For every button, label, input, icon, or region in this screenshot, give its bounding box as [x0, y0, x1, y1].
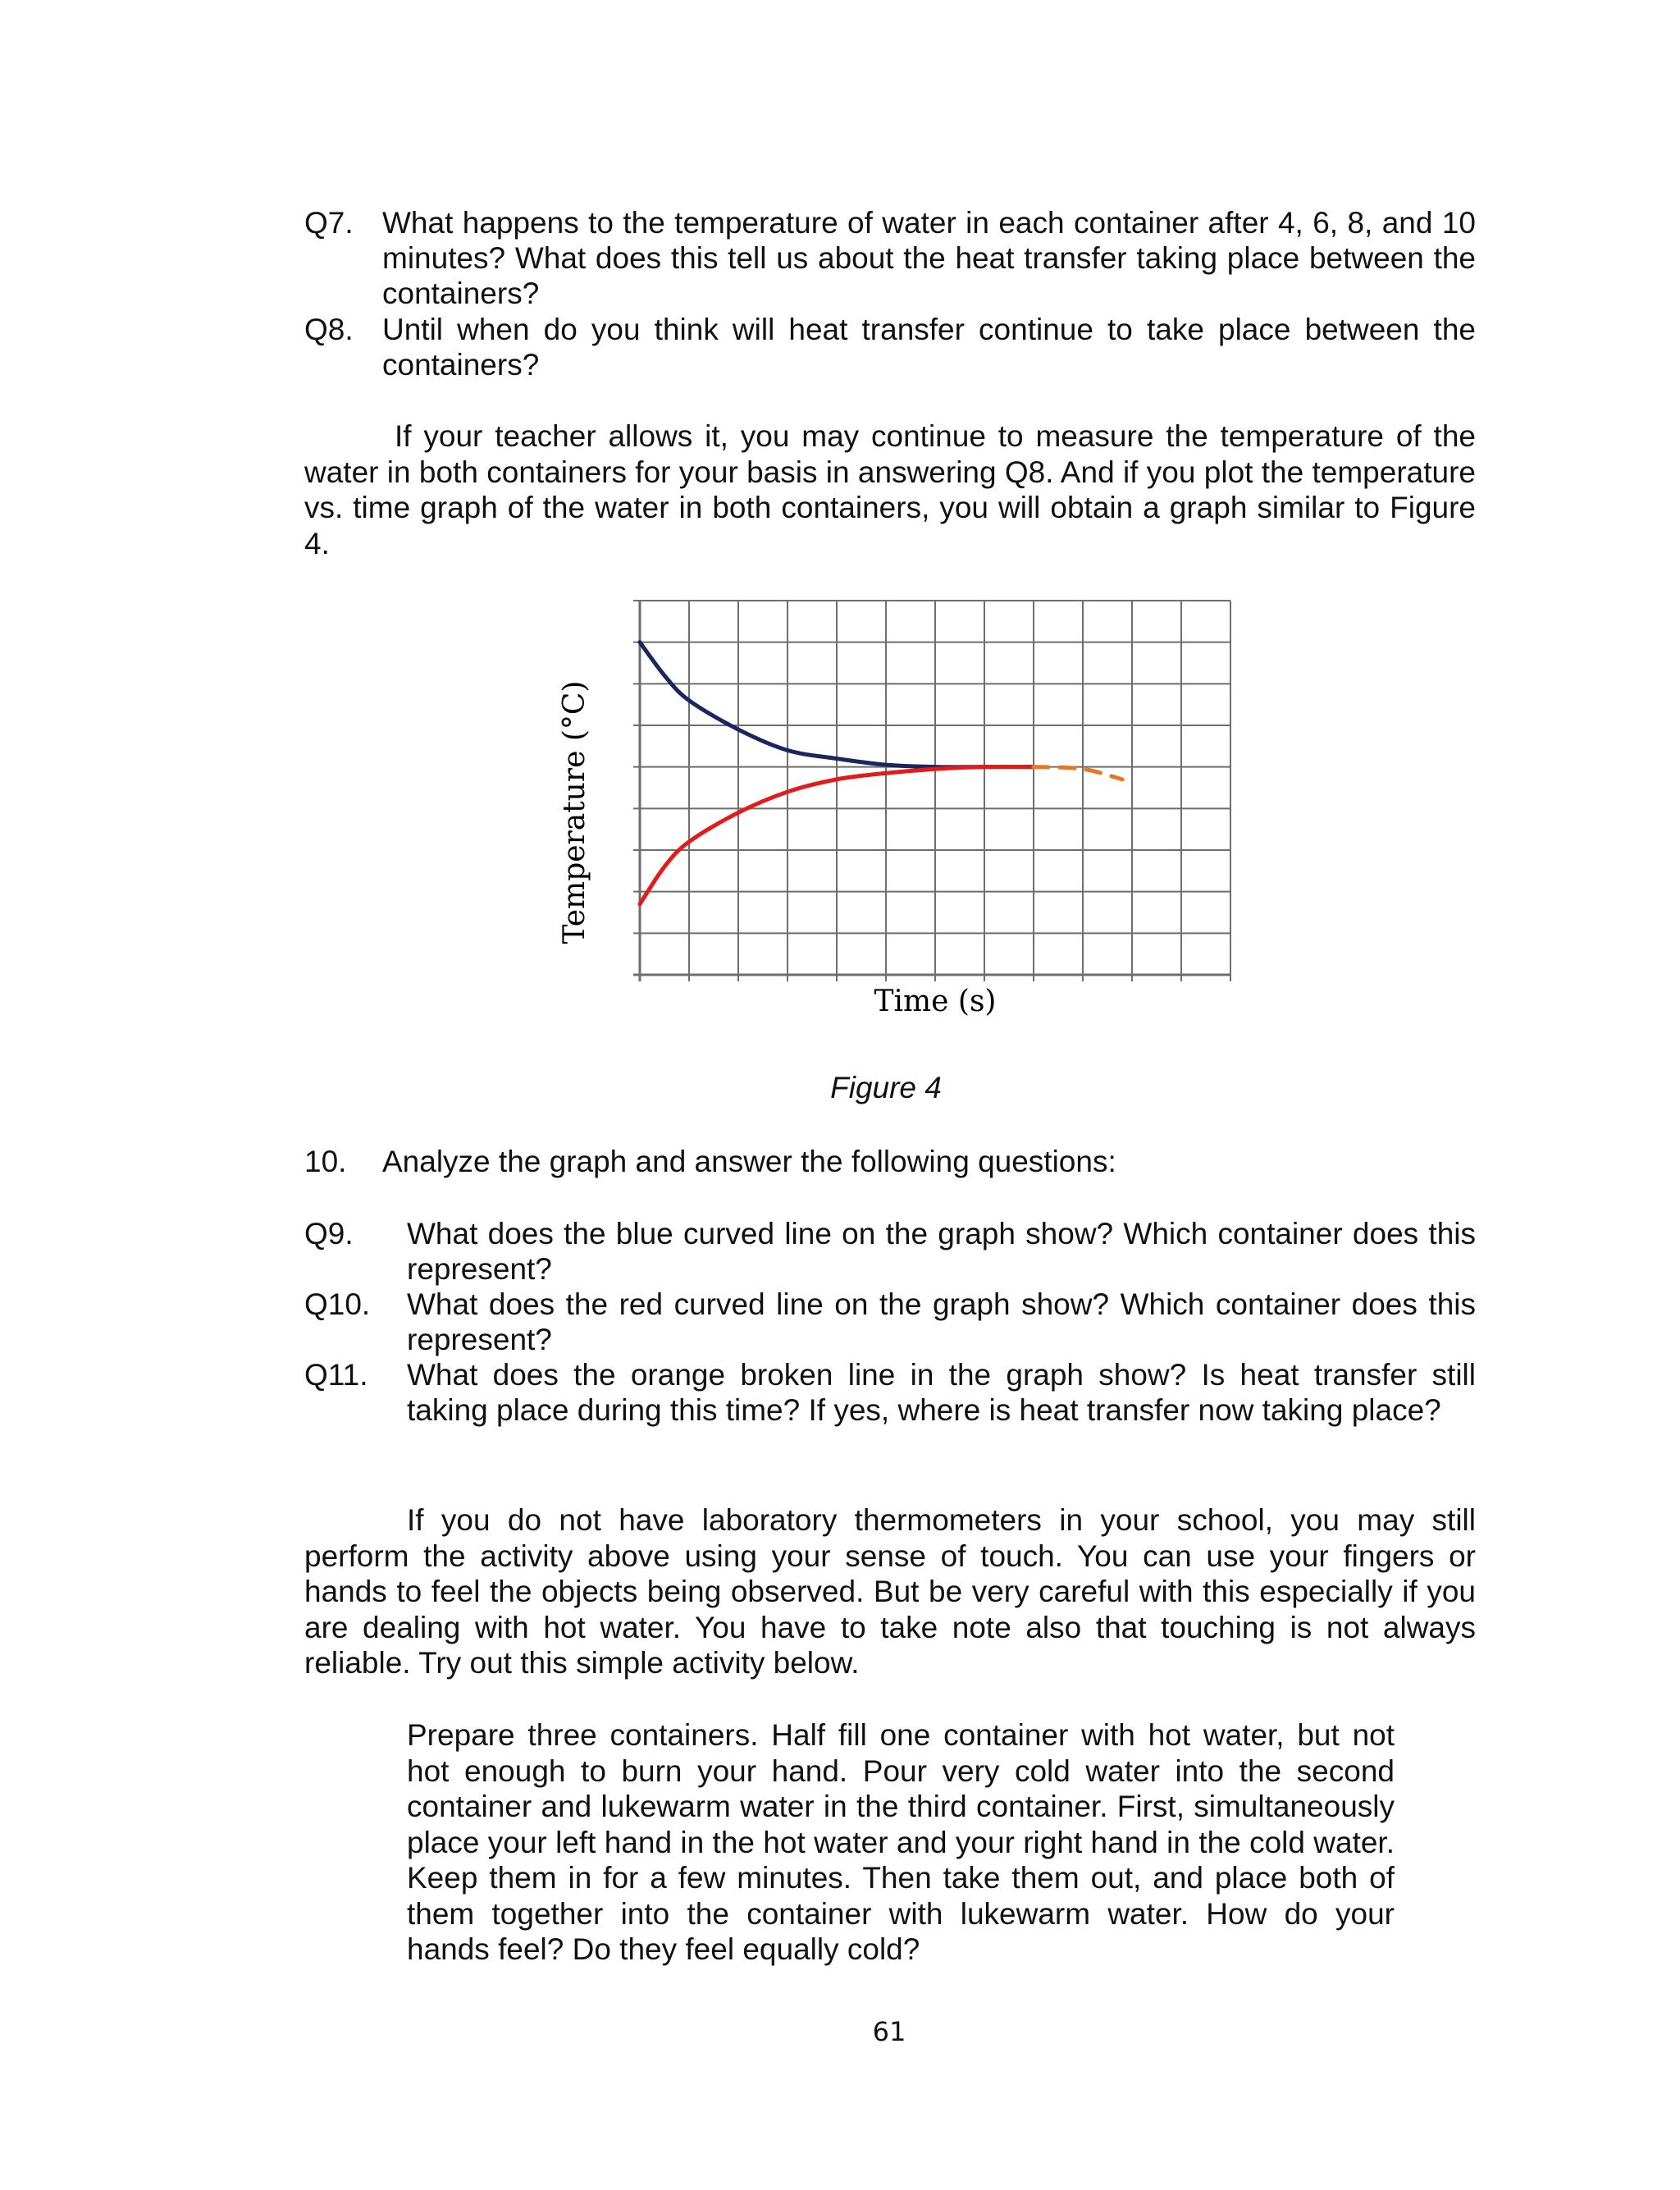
question-q10: [304, 1287, 1476, 1357]
question-text: What does the red curved line on the graph show? Which container does this represent?: [407, 1287, 1476, 1356]
figure-caption: Figure 4: [830, 1071, 942, 1104]
question-text: What does the blue curved line on the graph show? Which container does this represent?: [407, 1217, 1476, 1286]
question-number: Q8.: [304, 313, 354, 346]
question-q11: [304, 1357, 1476, 1428]
question-text: What does the orange broken line in the graph show? Is heat transfer still taking place during this time? If yes, where is heat transfer now taking place?: [407, 1358, 1476, 1427]
intro-paragraph: If your teacher allows it, you may continue to measure the temperature of the water in both containers for your basis in answering Q8. And if you plot the temperature vs. time graph of the water in both containers, you will obtain a graph similar to Figure 4.: [304, 419, 1476, 560]
touch-paragraph: If you do not have laboratory thermometers in your school, you may still perform the activity above using your sense of touch. You can use your fingers or hands to feel the objects being observed. But be very careful with this especially if you are dealing with hot water. You have to take note also that touching is not always reliable. Try out this simple activity below.: [304, 1503, 1476, 1680]
temperature-time-chart: [541, 587, 1247, 1030]
question-q9: [304, 1216, 1476, 1287]
question-number: Q11.: [304, 1358, 368, 1392]
question-number: Q10.: [304, 1287, 371, 1321]
x-axis-label: Time (s): [874, 985, 997, 1018]
page-number: 61: [872, 2016, 906, 2047]
chart-grid: [633, 601, 1230, 981]
step-text: Analyze the graph and answer the following questions:: [382, 1145, 1116, 1178]
chart-series: [640, 642, 1122, 904]
step-number: 10.: [304, 1145, 347, 1178]
question-number: Q7.: [304, 206, 354, 240]
activity-instructions: Prepare three containers. Half fill one container with hot water, but not hot enough to burn your hand. Pour very cold water into the second container and lukewarm water in the third container. First, simultaneously place your left hand in the hot water and your right hand in the cold water. Keep them in for a few minutes. Then take them out, and place both of them together into the container with lukewarm water. How do your hands feel? Do they feel equally cold?: [407, 1718, 1395, 1966]
step-10: [304, 1145, 1116, 1179]
question-q8: [304, 312, 1476, 382]
question-text: What happens to the temperature of water in each container after 4, 6, 8, and 10 minutes? What does this tell us about the heat transfer taking place between the containers?: [382, 206, 1476, 310]
series-line-orange: [1034, 767, 1122, 780]
question-number: Q9.: [304, 1217, 354, 1250]
y-axis-label: Temperature (°C): [558, 680, 591, 944]
question-q7: [304, 205, 1476, 311]
question-text: Until when do you think will heat transfer continue to take place between the containers?: [382, 313, 1476, 382]
